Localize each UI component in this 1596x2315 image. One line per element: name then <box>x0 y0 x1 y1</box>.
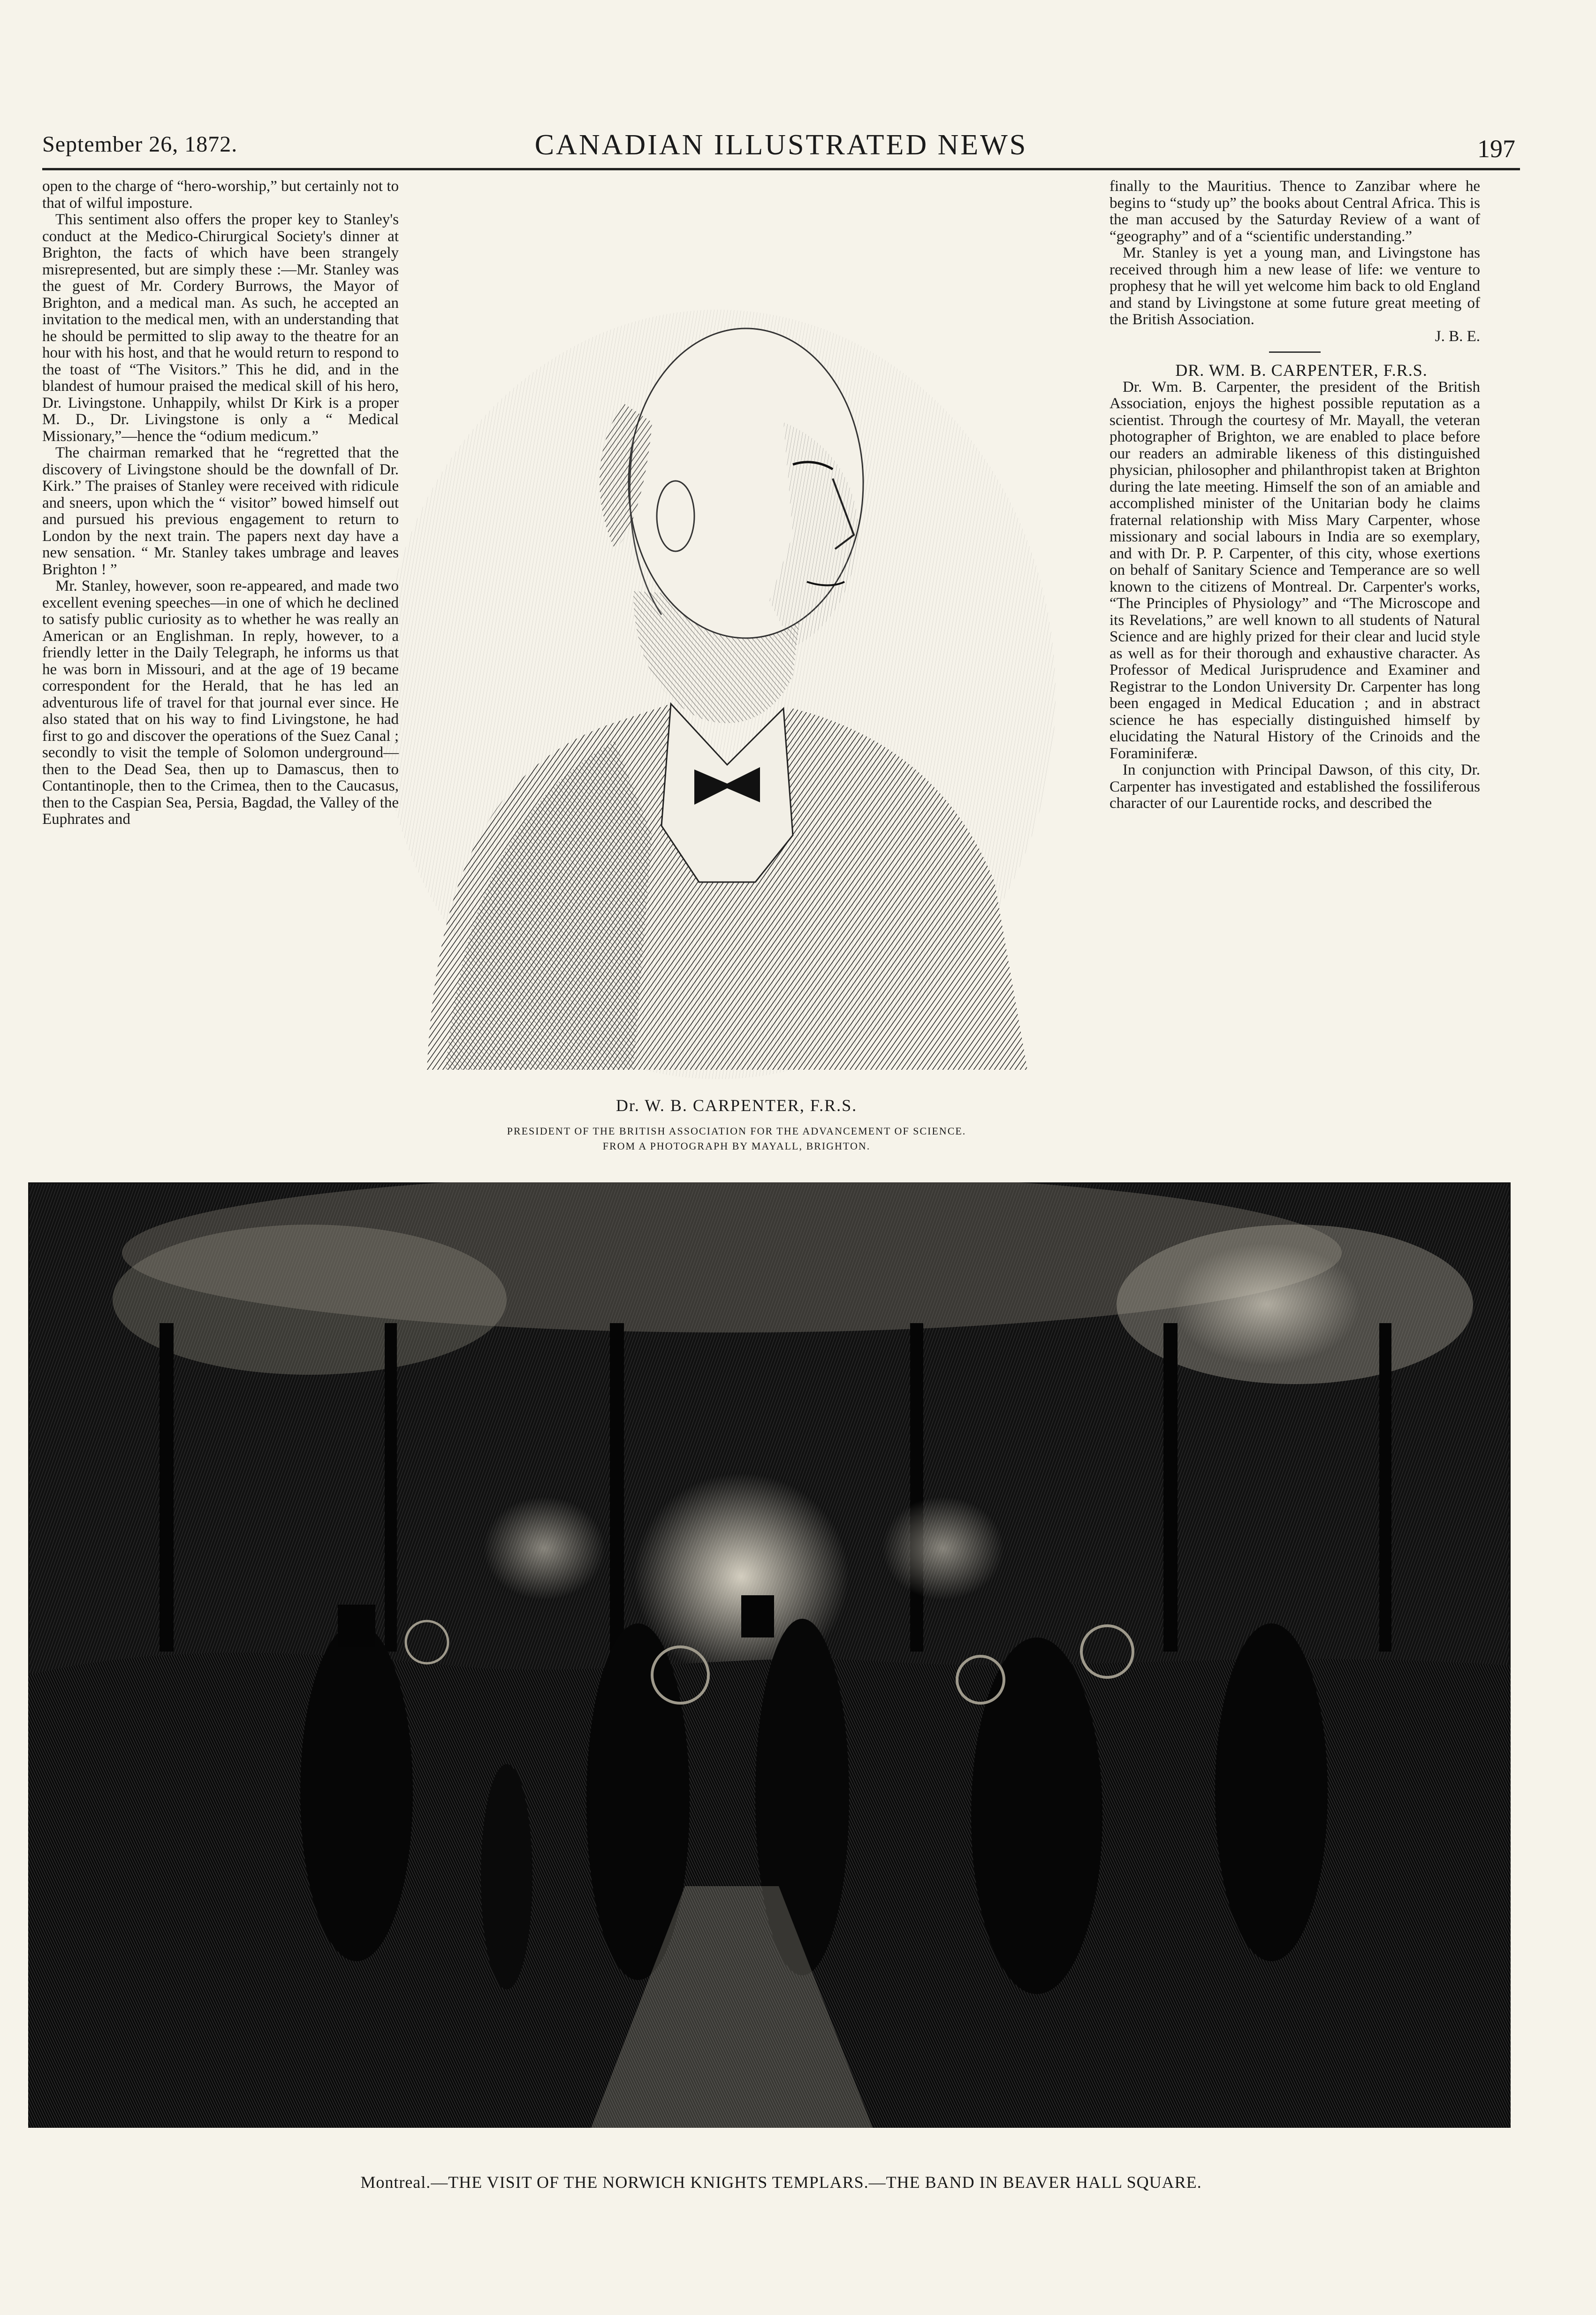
right-column <box>1110 178 1480 812</box>
portrait-subcaption-line: FROM A PHOTOGRAPH BY MAYALL, BRIGHTON. <box>602 1140 871 1152</box>
portrait-caption: Dr. W. B. CARPENTER, F.R.S. <box>616 1096 858 1115</box>
portrait-subcaption <box>408 1124 1065 1154</box>
article-paragraph: Dr. Wm. B. Carpenter, the president of the British Association, enjoys the highest possible reputation as a scientist. Through the courtesy of Mr. Mayall, the veteran photographer of Brighton, we are enabled to place before our readers an admirable likeness of this distinguished physician, philosopher and philanthropist taken at Brighton during the late meeting. Himself the son of an amiable and accomplished minister of the Unitarian body he claims fraternal relationship with Miss Mary Carpenter, whose missionary and social labours in India are so exemplary, and with Dr. P. P. Carpenter, of this city, whose exertions on behalf of Sanitary Science and Temperance are so well known to the citizens of Montreal. Dr. Carpenter's works, “The Principles of Physiology” and “The Microscope and its Revelations,” are well known to all students of Natural Science and are highly prized for their clear and lucid style as well as for their thorough and exhaustive character. As Professor of Medical Jurisprudence and Examiner and Registrar to the London University Dr. Carpenter has long been engaged in Medical Education ; and in abstract science he has especially distinguished himself by elucidating the Natural History of the Crinoids and the Foraminiferæ. <box>1110 378 1480 762</box>
section-heading: DR. WM. B. CARPENTER, F.R.S. <box>1175 361 1428 380</box>
article-paragraph: In conjunction with Principal Dawson, of this city, Dr. Carpenter has investigated and established the fossiliferous character of our Laurentide rocks, and described the <box>1110 762 1480 812</box>
header-rule <box>42 168 1520 170</box>
section-divider <box>1269 351 1321 353</box>
issue-date: September 26, 1872. <box>42 132 238 157</box>
article-paragraph: Mr. Stanley is yet a young man, and Livingstone has received through him a new lease of life: we venture to prophesy that he will yet welcome him back to old England and stand by Livingstone at some future great meeting of the British Association. <box>1110 244 1480 328</box>
article-paragraph: The chairman remarked that he “regretted that the discovery of Livingstone should be the downfall of Dr. Kirk.” The praises of Stanley were received with ridicule and sneers, upon which the “ visitor” bowed himself out and pursued his previous engagement to return to London by the next train. The papers next day have a new sensation. “ Mr. Stanley takes umbrage and leaves Brighton ! ” <box>42 444 399 578</box>
carpenter-portrait-engraving <box>371 178 1084 1079</box>
masthead <box>42 127 1520 164</box>
article-paragraph: This sentiment also offers the proper key to Stanley's conduct at the Medico-Chirurgical Society's dinner at Brighton, the facts of which have been strangely misrepresented, but are simply these :—Mr. Stanley was the guest of Mr. Cordery Burrows, the Mayor of Brighton, and a medical man. As such, he accepted an invitation to the medical men, with an understanding that he should be permitted to slip away to the theatre for an hour with his host, and that he would return to respond to the toast of “The Visitors.” This he did, and in the blandest of humour praised the medical skill of his hero, Dr. Livingstone. Unhappily, whilst Dr Kirk is a proper M. D., Dr. Livingstone is only a “ Medical Missionary,”—hence the “odium medicum.” <box>42 211 399 445</box>
newspaper-title: CANADIAN ILLUSTRATED NEWS <box>534 129 1028 161</box>
page-number: 197 <box>1477 135 1515 163</box>
scene-caption: Montreal.—THE VISIT OF THE NORWICH KNIGHTS TEMPLARS.—THE BAND IN BEAVER HALL SQUARE. <box>360 2173 1202 2192</box>
author-signature: J. B. E. <box>1435 327 1480 345</box>
band-in-beaver-hall-square-engraving <box>28 1182 1511 2128</box>
left-column <box>42 178 399 828</box>
portrait-subcaption-line: PRESIDENT OF THE BRITISH ASSOCIATION FOR THE ADVANCEMENT OF SCIENCE. <box>507 1125 966 1137</box>
article-paragraph: Mr. Stanley, however, soon re-appeared, and made two excellent evening speeches—in one of which he declined to satisfy public curiosity as to whether he was really an American or an Englishman. In reply, however, to a friendly letter in the Daily Telegraph, he informs us that he was born in Missouri, and at the age of 19 became correspondent for the Herald, that he has led an adventurous life of travel for that journal ever since. He also stated that on his way to find Livingstone, he had first to go and discover the operations of the Suez Canal ; secondly to visit the temple of Solomon underground—then to the Dead Sea, then up to Damascus, then to Contantinople, then to the Crimea, then to the Caucasus, then to the Caspian Sea, Persia, Bagdad, the Valley of the Euphrates and <box>42 578 399 828</box>
article-paragraph: finally to the Mauritius. Thence to Zanzibar where he begins to “study up” the books about Central Africa. This is the man accused by the Saturday Review of a want of “geography” and of a “scientific understanding.” <box>1110 178 1480 245</box>
article-paragraph: open to the charge of “hero-worship,” but certainly not to that of wilful imposture. <box>42 178 399 212</box>
